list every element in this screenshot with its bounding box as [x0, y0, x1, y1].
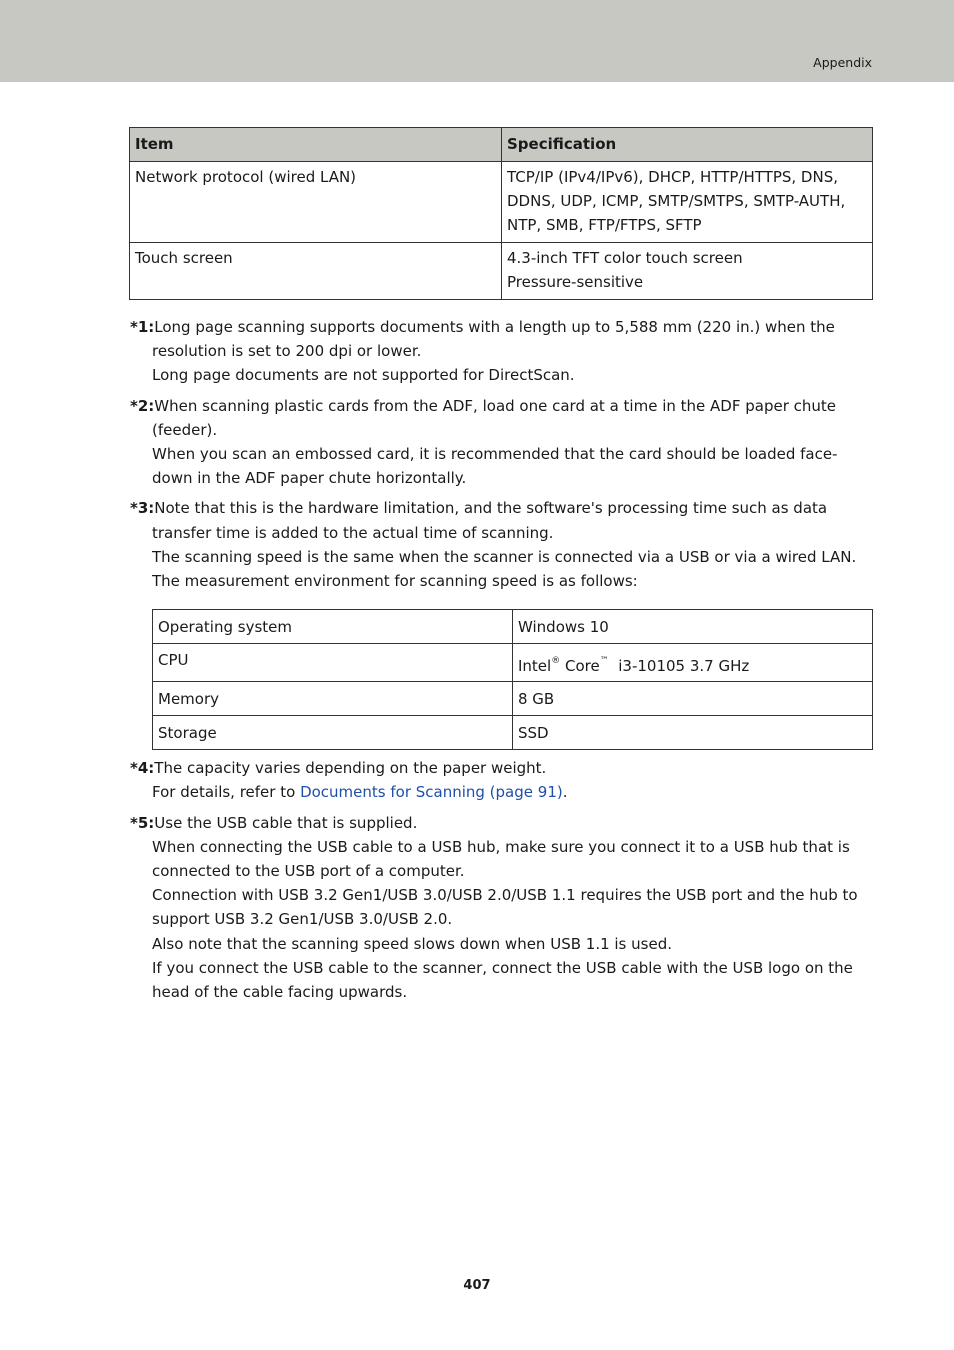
- footnote-text: When you scan an embossed card, it is recommended that the card should be loaded face-down in the ADF paper chute horizontally.: [152, 445, 838, 488]
- footnote-mark: *1:: [130, 318, 155, 336]
- spec-line: 4.3-inch TFT color touch screen: [507, 249, 743, 267]
- table-row: [153, 682, 873, 716]
- footnote-5: [130, 811, 875, 1005]
- documents-for-scanning-link[interactable]: Documents for Scanning (page 91): [300, 783, 563, 802]
- table-row: [153, 716, 873, 750]
- footnote-text: When scanning plastic cards from the ADF, load one card at a time in the ADF paper chute (feeder).: [152, 396, 836, 439]
- registered-mark: ®: [551, 655, 561, 666]
- footnote-text: Connection with USB 3.2 Gen1/USB 3.0/USB 2.0/USB 1.1 requires the USB port and the hub to support USB 3.2 Gen1/USB 3.0/USB 2.0.: [152, 886, 858, 929]
- footnote-3: [130, 496, 875, 750]
- footnote-text: Use the USB cable that is supplied.: [154, 813, 418, 832]
- footnote-1: [130, 315, 875, 388]
- env-label-cell: Storage: [153, 716, 513, 750]
- footnote-text: [152, 780, 875, 804]
- spec-value-cell: [502, 243, 873, 300]
- cpu-brand: Intel: [518, 656, 552, 675]
- footnote-mark: *4:: [130, 759, 155, 778]
- footnote-text: The capacity varies depending on the paper weight.: [154, 759, 547, 778]
- table-row: [130, 162, 873, 243]
- header-section-title: Appendix: [813, 55, 872, 70]
- env-label-cell: CPU: [153, 644, 513, 682]
- trademark-mark: ™: [599, 655, 609, 666]
- cpu-model: i3-10105 3.7 GHz: [608, 656, 750, 675]
- footnote-mark: *5:: [130, 813, 155, 832]
- spec-header-item: Item: [130, 128, 502, 162]
- env-value-cell: 8 GB: [513, 682, 873, 716]
- spec-line: DDNS, UDP, ICMP, SMTP/SMTPS, SMTP-AUTH,: [507, 192, 846, 210]
- table-row: [153, 610, 873, 644]
- footnote-text-prefix: For details, refer to: [152, 783, 301, 802]
- footnote-mark: *2:: [130, 396, 155, 415]
- header-band: [0, 0, 954, 82]
- footnote-2: [130, 394, 875, 491]
- env-label-cell: Operating system: [153, 610, 513, 644]
- footnote-4: [130, 756, 875, 804]
- footnote-text-suffix: .: [562, 783, 568, 802]
- footnote-text: If you connect the USB cable to the scanner, connect the USB cable with the USB logo on the head of the cable facing upwards.: [152, 958, 853, 1002]
- footnote-text: Long page scanning supports documents with a length up to 5,588 mm (220 in.) when the resolution is set to 200 dpi or lower.: [152, 318, 835, 361]
- footnote-text: The measurement environment for scanning speed is as follows:: [152, 572, 638, 591]
- measurement-environment-table: [152, 609, 873, 750]
- footnote-mark: *3:: [130, 499, 155, 518]
- spec-value-cell: [502, 162, 873, 243]
- table-row: [153, 644, 873, 682]
- spec-table: [129, 127, 873, 300]
- table-row: [130, 243, 873, 300]
- spec-item-cell: Network protocol (wired LAN): [130, 162, 502, 243]
- footnote-text: Also note that the scanning speed slows down when USB 1.1 is used.: [152, 934, 672, 953]
- footnote-text: When connecting the USB cable to a USB hub, make sure you connect it to a USB hub that is connected to the USB port of a computer.: [152, 837, 850, 881]
- spec-line: TCP/IP (IPv4/IPv6), DHCP, HTTP/HTTPS, DNS,: [507, 168, 838, 186]
- env-label-cell: Memory: [153, 682, 513, 716]
- spec-item-cell: Touch screen: [130, 243, 502, 300]
- footnotes: [130, 315, 875, 1010]
- env-value-cell: [513, 644, 873, 682]
- spec-line: Pressure-sensitive: [507, 273, 644, 291]
- footnote-text: The scanning speed is the same when the scanner is connected via a USB or via a wired LAN.: [152, 547, 857, 566]
- footnote-text: Long page documents are not supported for DirectScan.: [152, 366, 575, 385]
- page-number: 407: [463, 1278, 491, 1293]
- footnote-text: Note that this is the hardware limitation, and the software's processing time such as data transfer time is added to the actual time of scanning.: [152, 499, 828, 542]
- cpu-family: Core: [560, 656, 600, 675]
- env-value-cell: SSD: [513, 716, 873, 750]
- spec-line: NTP, SMB, FTP/FTPS, SFTP: [507, 216, 702, 234]
- spec-header-specification: Specification: [502, 128, 873, 162]
- env-value-cell: Windows 10: [513, 610, 873, 644]
- spec-table-header-row: [130, 128, 873, 162]
